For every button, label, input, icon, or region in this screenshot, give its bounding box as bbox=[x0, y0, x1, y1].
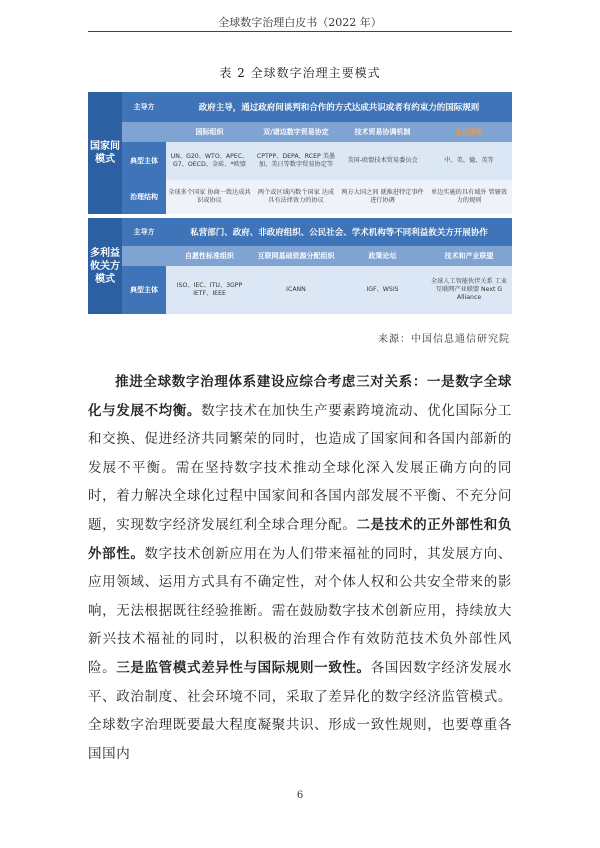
structure-cell: 两方大国之间 就推进特定事件进行协调 bbox=[339, 180, 426, 214]
subject-cell: 中、美、德、英等 bbox=[426, 142, 512, 180]
table-source: 来源：中国信息通信研究院 bbox=[378, 334, 510, 345]
subject-cell: CPTPP、DEPA、RCEP 美墨加、美日等数字贸易协定等 bbox=[253, 142, 339, 180]
header-standards-org: 自愿性标准组织 bbox=[166, 246, 253, 266]
structure-cell: 两个或区域内数个国家 达成具有法律效力的协议 bbox=[253, 180, 339, 214]
structure-cell: 单边实施的具有域外 管辖效力的规则 bbox=[426, 180, 512, 214]
header-spacer bbox=[122, 246, 166, 266]
subject-cell: UN、G20、WTO、APEC、G7、OECD、金砖、*欧盟 bbox=[166, 142, 253, 180]
table-caption: 表 2 全球数字治理主要模式 bbox=[219, 66, 381, 80]
header-intl-org: 国际组织 bbox=[166, 122, 253, 142]
header-internet-resource: 互联网基础资源分配组织 bbox=[253, 246, 339, 266]
body-text: 数字技术在加快生产要素跨境流动、优化国际分工和交换、促进经济共同繁荣的同时，也造成了国家间和各国内部新的发展不平衡。需在坚持数字技术推动全球化深入发展正确方向的同时，着力解决全球化过程中国家间和各国内部发展不平衡、不充分问题，实现数字经济发展红利全球合理分配。 bbox=[88, 402, 512, 533]
lead-label-multi: 主导方 bbox=[122, 218, 166, 246]
row-label-structure: 治理结构 bbox=[122, 180, 166, 214]
governance-modes-table bbox=[88, 92, 512, 314]
subject-cell: ISO、IEC、ITU、3GPP IETF、IEEE bbox=[166, 266, 253, 314]
key-point-3: 三是监管模式差异性与国际规则一致性。 bbox=[116, 659, 371, 676]
header-industry-alliance: 技术和产业联盟 bbox=[426, 246, 512, 266]
category-multistakeholder: 多利益攸关方模式 bbox=[88, 218, 122, 314]
lead-text-national: 政府主导，通过政府间谈判和合作的方式达成共识或者有约束力的国际规则 bbox=[166, 92, 512, 122]
running-header: 全球数字治理白皮书（2022 年） bbox=[218, 16, 382, 29]
row-label-subject: 典型主体 bbox=[122, 142, 166, 180]
body-text: 数字技术创新应用在为人们带来福祉的同时，其发展方向、应用领域、运用方式具有不确定性，对个体人权和公共安全带来的影响，无法根据既往经验推断。需在鼓励数字技术创新应用，持续放大新兴技术福祉的同时，以积极的治理合作有效防范技术负外部性风险。 bbox=[88, 545, 512, 676]
header-spacer bbox=[122, 122, 166, 142]
header-tech-trade: 技术贸易协调机制 bbox=[339, 122, 426, 142]
header-rule bbox=[88, 31, 512, 32]
key-point-1: 推进全球数字治理体系建设应综合考虑三对关系：一是数字全球化与发展不均衡。 bbox=[88, 374, 512, 419]
header-sovereign: 主权国家 bbox=[426, 122, 512, 142]
subject-cell: ICANN bbox=[253, 266, 339, 314]
subject-cell: 全球人工智能伙伴关系 工业互联网产业联盟 Next G Alliance bbox=[426, 266, 512, 314]
subject-cell: 美国-欧盟技术贸易委员会 bbox=[339, 142, 426, 180]
lead-text-multi: 私营部门、政府、非政府组织、公民社会、学术机构等不同利益攸关方开展协作 bbox=[166, 218, 512, 246]
category-national: 国家间模式 bbox=[88, 92, 122, 214]
body-text: 各国因数字经济发展水平、政治制度、社会环境不同，采取了差异化的数字经济监管模式。全球数字治理既要最大程度凝聚共识、形成一致性规则，也要尊重各国国内 bbox=[88, 659, 513, 762]
subject-cell: IGF、WSIS bbox=[339, 266, 426, 314]
lead-label-national: 主导方 bbox=[122, 92, 166, 122]
header-trade-agreement: 双/诸边数字贸易协定 bbox=[253, 122, 339, 142]
page-number: 6 bbox=[296, 790, 304, 801]
row-label-subject: 典型主体 bbox=[122, 266, 166, 314]
header-policy-forum: 政策论坛 bbox=[339, 246, 426, 266]
structure-cell: 全球多个国家 协商一致达成共识或协议 bbox=[166, 180, 253, 214]
key-point-2: 二是技术的正外部性和负外部性。 bbox=[88, 516, 512, 562]
body-paragraph bbox=[88, 368, 512, 768]
